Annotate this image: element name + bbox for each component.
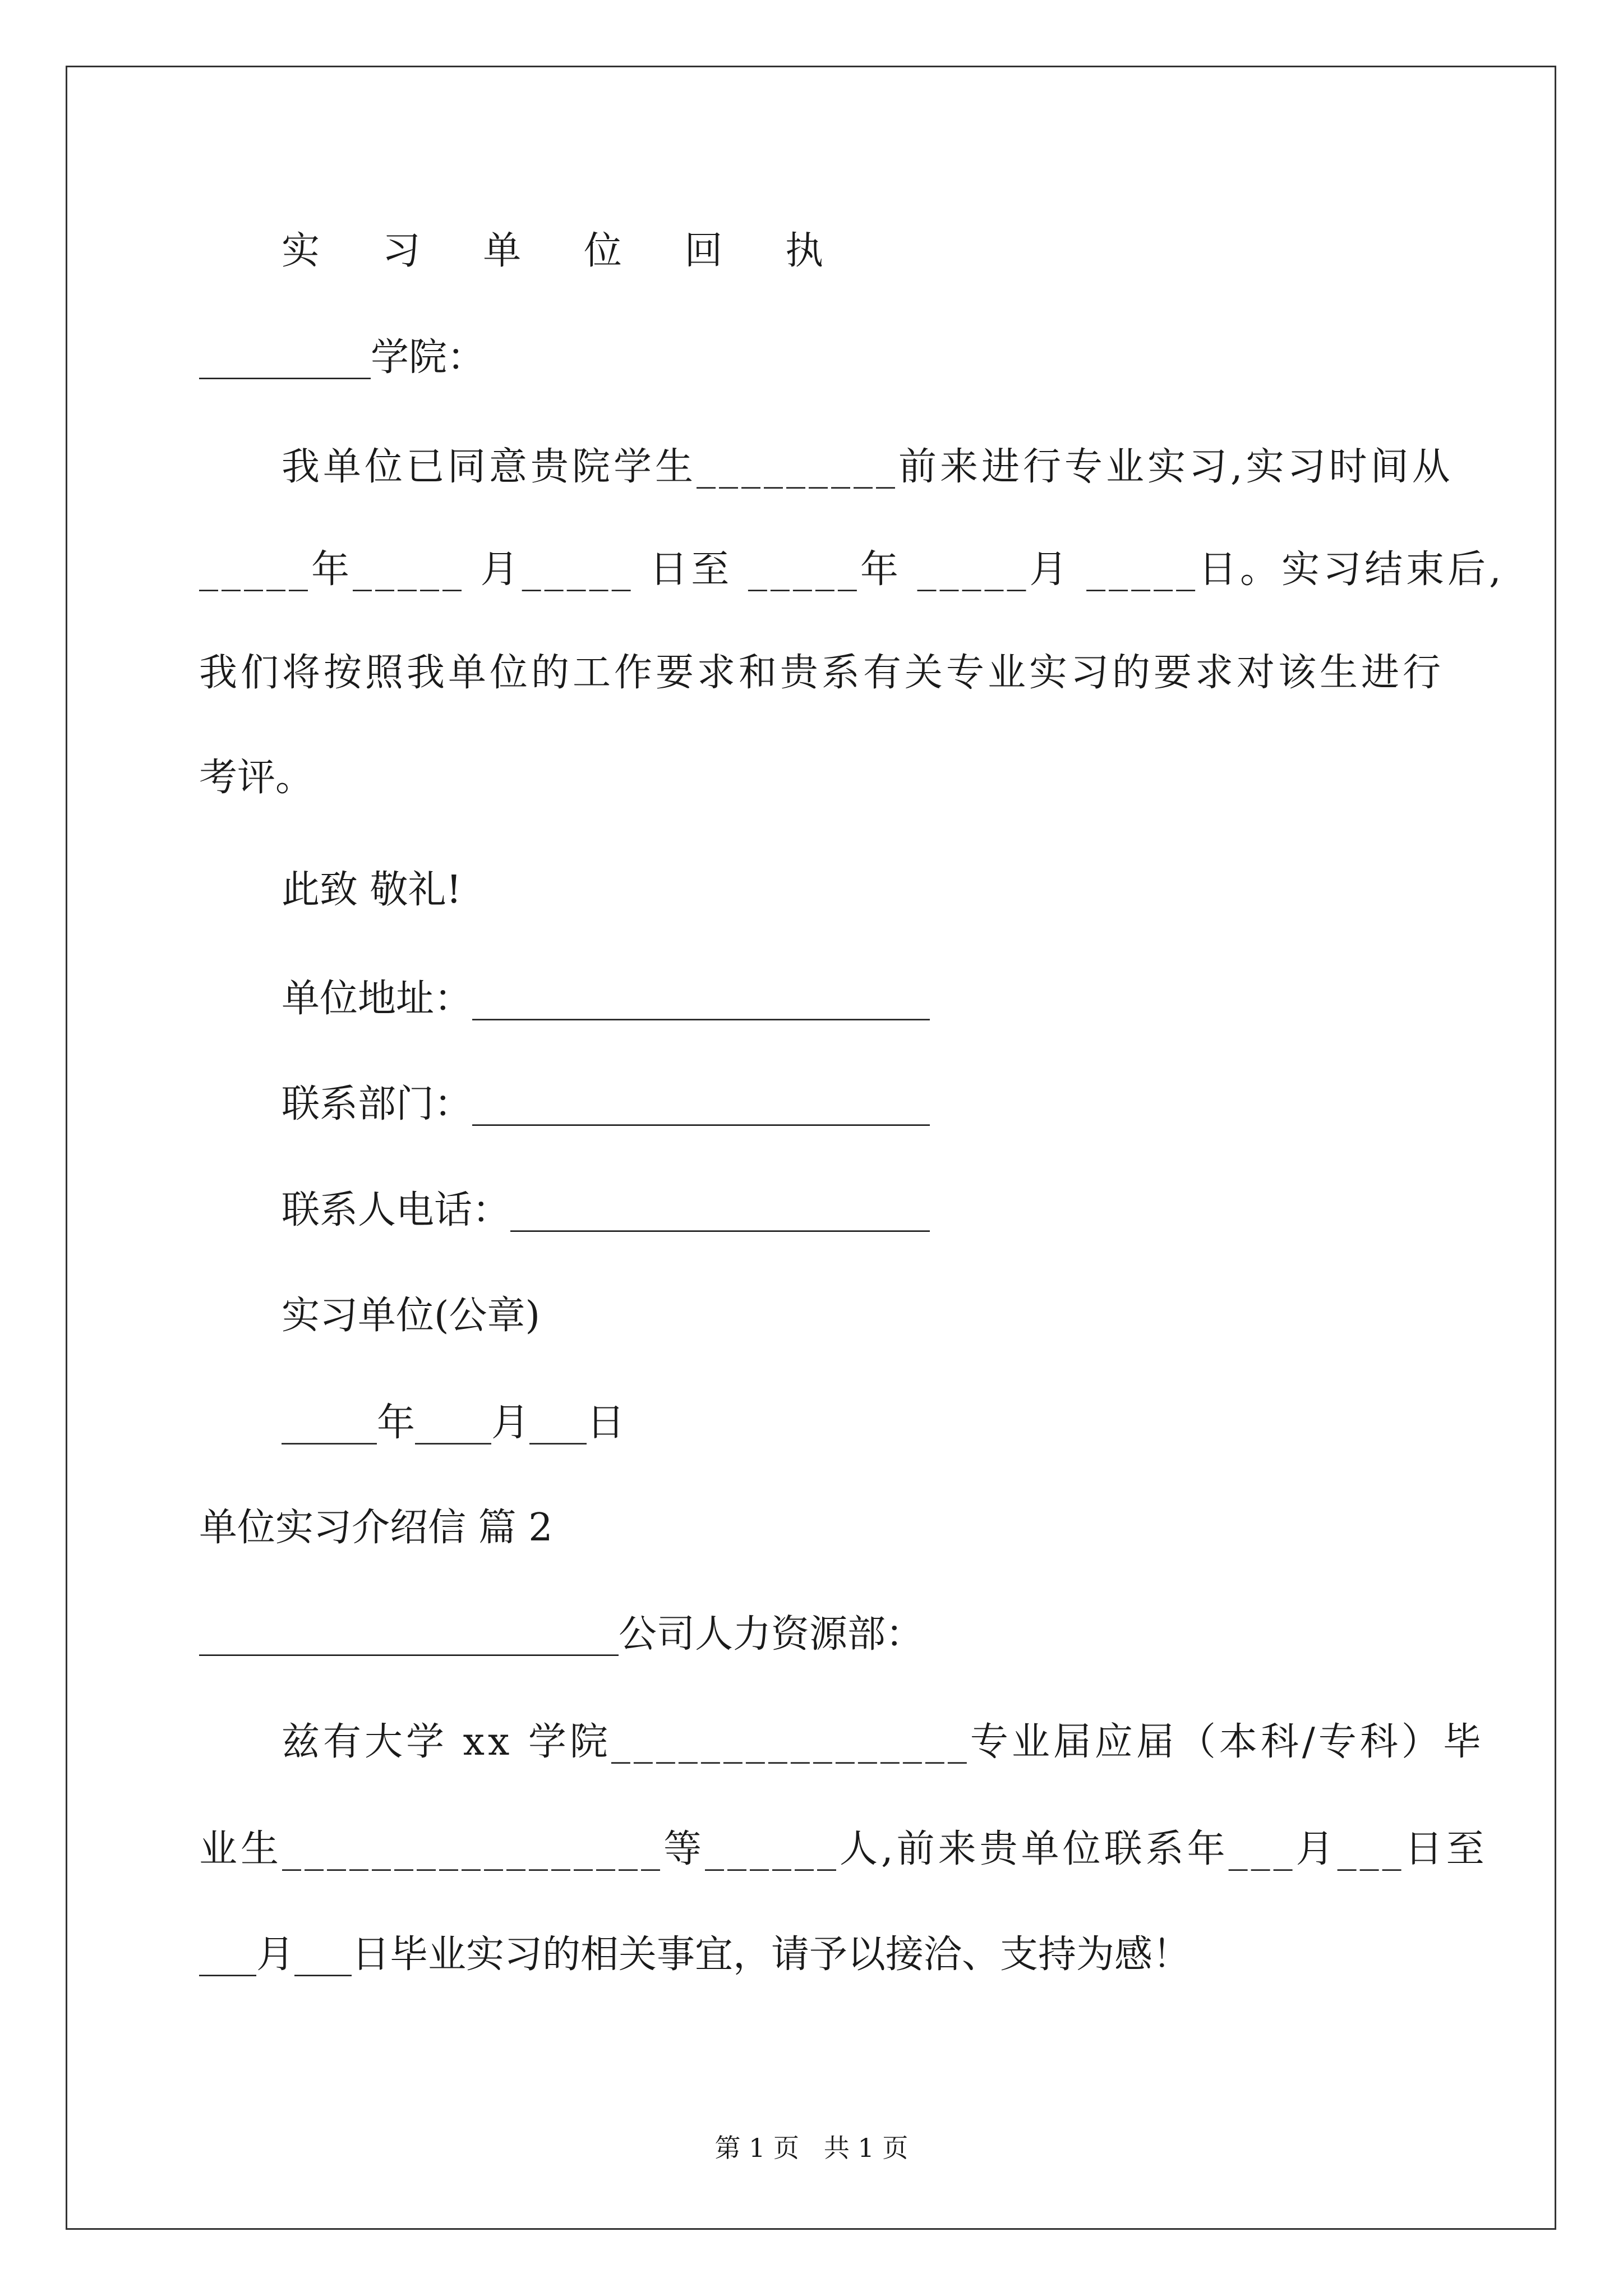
hr-department-addressee: ______________________公司人力资源部： xyxy=(199,1612,924,1657)
para2-line2: 业生_________________等______人,前来贵单位联系年___月___日至 xyxy=(199,1827,1488,1871)
unit-address-field: 单位地址：________________________ xyxy=(282,977,930,1021)
college-addressee: _________学院： xyxy=(199,335,486,380)
para2-line1: 兹有大学 xx 学院________________专业届应届（本科/专科）毕 xyxy=(282,1720,1484,1764)
contact-department-field: 联系部门：________________________ xyxy=(282,1082,930,1126)
para1-line4: 考评。 xyxy=(199,756,314,800)
para1-line1: 我单位已同意贵院学生_________前来进行专业实习,实习时间从 xyxy=(282,445,1454,489)
contact-phone-field: 联系人电话：______________________ xyxy=(282,1188,930,1232)
date-field: _____年____月___日 xyxy=(282,1401,625,1445)
closing-salutation: 此致 敬礼! xyxy=(282,868,462,912)
page-footer: 第 1 页 共 1 页 xyxy=(714,2133,909,2163)
section2-heading: 单位实习介绍信 篇 2 xyxy=(199,1506,553,1550)
receipt-title: 实 习 单 位 回 执 xyxy=(282,229,849,273)
page-frame xyxy=(66,66,1556,2230)
para1-line3: 我们将按照我单位的工作要求和贵系有关专业实习的要求对该生进行 xyxy=(199,651,1445,695)
company-seal-label: 实习单位(公章) xyxy=(282,1294,541,1338)
para1-line2: _____年_____ 月_____ 日至 _____年 _____月 _____日。实习结束后, xyxy=(199,547,1505,592)
para2-line3: ___月___日毕业实习的相关事宜，请予以接洽、支持为感！ xyxy=(199,1932,1191,1977)
